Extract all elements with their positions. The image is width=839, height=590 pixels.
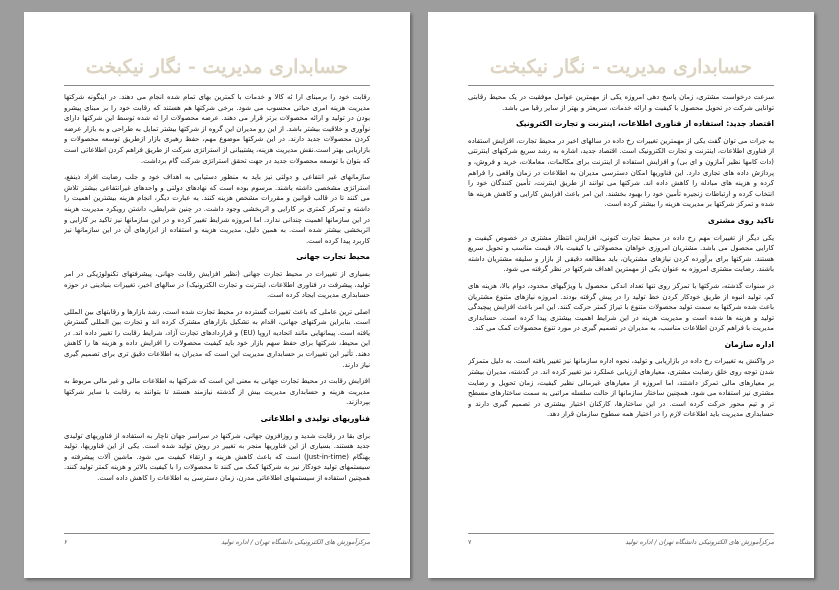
page-title: حسابداری مدیریت - نگار نیکبخت xyxy=(85,56,349,78)
section-heading: تاکید روی مشتری xyxy=(707,215,774,225)
body-paragraph: سازمانهای غیر انتفاعی و دولتی نیز باید به منظور دستیابی به اهداف خود و جلب رضایت افراد ذینفع، استراتژی مشخصی داشته باشند. مرسوم بوده است که نهادهای دولتی و واحدهای غیرانتفاعی بیشتر تلاش می کنند تا در قالب قوانین و مقررات مشخص هزینه کنند. به عبارت دیگر، انجام هزینه بیشترین اهمیت را داشته و تمرکز کمتری بر کارایی و اثربخشی وجود داشت. در چنین شرایطی، داشتن رویکرد مدیریت هزینه در این سازمانها اهمیت چندانی ندارد. اما امروزه شرایط تغییر کرده و در این سازمانها نیز تاکید بر کارایی و اثربخشی بیشتر شده است. به همین دلیل، مدیریت هزینه و استفاده از ابزارهای آن در این سازمانها نیز کاربرد پیدا کرده است. xyxy=(64,173,370,245)
section-heading: اقتصاد جدید: استفاده از فناوری اطلاعات، اینترنت و تجارت الکترونیک xyxy=(515,119,774,129)
body-paragraph: افزایش رقابت در محیط تجارت جهانی به معنی این است که شرکتها به اطلاعات مالی و غیر مالی مربوط به مدیریت هزینه و حسابداری مدیریت بیش از گذشته نیازمند هستند تا بتوانند به رقابت با سایر شرکتها بپردازند. xyxy=(64,377,370,407)
body-paragraph: در واکنش به تغییرات رخ داده در بازاریابی و تولید، نحوه اداره سازمانها نیز تغییر یافته است. به دلیل متمرکز شدن توجه روی خلق رضایت مشتری، معیارهای ارزیابی عملکرد نیز تغییر کرده اند. در گذشته، مدیران بیشتر بر معیارهای مالی تمرکز داشتند، اما امروزه از معیارهای غیرمالی نظیر کیفیت، زمان تحویل و رضایت مشتری نیز استفاده می شود. همچنین ساختار سازمانها از حالت سلسله مراتبی به سمت ساختارهای مسطح تر و تیم محور حرکت کرده است. در این ساختارها، کارکنان اختیار بیشتری در تصمیم گیری دارند و حسابداری مدیریت باید اطلاعات لازم را در اختیار همه سطوح سازمان قرار دهد. xyxy=(468,357,774,419)
body-paragraph: سرعت درخواست مشتری، زمان پاسخ دهی امروزه یکی از مهمترین عوامل موفقیت در یک محیط رقابتی توانایی شرکت در تحویل محصول با کیفیت و ارائه خدمات، سریعتر و بهتر از سایر رقبا می باشد. xyxy=(468,93,774,112)
page-footer xyxy=(64,538,370,546)
footer-text: مرکزآموزش های الکترونیکی دانشگاه تهران / اداره تولید xyxy=(625,538,774,546)
body-paragraph: بسیاری از تغییرات در محیط تجارت جهانی (نظیر افزایش رقابت جهانی، پیشرفتهای تکنولوژیکی در امر تولید، پیشرفت در فناوری اطلاعات، اینترنت و تجارت الکترونیک) در سالهای اخیر، تغییرات بنیادینی در حوزه حسابداری مدیریت ایجاد کرده است. xyxy=(64,269,370,300)
body-paragraph: اصلی ترین عاملی که باعث تغییرات گسترده در محیط تجارت شده است، رشد بازارها و رقابتهای بین المللی است. بنابراین شرکتهای جهانی، اقدام به تشکیل بازارهای مشترک کرده اند و تجارت بین المللی گسترش یافته است. پیمانهایی مانند اتحادیه اروپا (EU) و قراردادهای تجارت آزاد، شرایط رقابت را تغییر داده اند. در این محیط، شرکتها برای حفظ سهم بازار خود باید کیفیت محصولات را افزایش داده و هزینه ها را کاهش دهند. تأثیر این تغییرات بر حسابداری مدیریت این است که مدیران به اطلاعات دقیق تری برای تصمیم گیری نیاز دارند. xyxy=(64,307,370,369)
section-heading: محیط تجارت جهانی xyxy=(296,252,370,262)
section-heading: فناوریهای تولیدی و اطلاعاتی xyxy=(260,414,370,424)
page-title: حسابداری مدیریت - نگار نیکبخت xyxy=(489,56,753,78)
footer-divider xyxy=(64,533,370,534)
section-heading: اداره سازمان xyxy=(724,339,774,349)
page-footer xyxy=(468,538,774,546)
body-paragraph: به جرات می توان گفت یکی از مهمترین تغییرات رخ داده در سالهای اخیر در محیط تجارت، افزایش استفاده از فناوری اطلاعات، اینترنت و تجارت الکترونیک است. اقتصاد جدید، اشاره به رشد سریع شرکتهای اینترنتی (دات کامها نظیر آمازون و ای بی) و افزایش استفاده از اینترنت برای مکالمات، معاملات، خرید و فروش، و پردازش داده های تجاری دارد. این فناوریها امکان دسترسی مدیران به اطلاعات در زمان واقعی را فراهم کرده و هزینه های مبادله را کاهش داده اند. شرکتها می توانند از طریق اینترنت، تأمین کنندگان خود را انتخاب کرده و ارتباطات زنجیره تأمین خود را بهبود بخشند. این امر باعث افزایش کارایی و کاهش هزینه ها شده و تمرکز شرکتها بر مدیریت هزینه را بیشتر کرده است. xyxy=(468,136,774,209)
header-divider xyxy=(468,85,774,86)
page-body xyxy=(64,92,370,526)
left-page xyxy=(24,12,410,578)
footer-text: مرکزآموزش های الکترونیکی دانشگاه تهران / اداره تولید xyxy=(221,538,370,546)
body-paragraph: برای بقا در رقابت شدید و روزافزون جهانی، شرکتها در سراسر جهان ناچار به استفاده از فناوریهای تولیدی جدید هستند. بسیاری از این فناوریها منجر به تغییر در روش تولید شده است. یکی از این فناوریها، تولید بهنگام (Just-in-time) است که باعث کاهش هزینه و ارتقاء کیفیت می شود. ماشین آلات پیشرفته و سیستمهای تولید خودکار نیز به شرکتها کمک می کنند تا محصولات را با کیفیت بالاتر و هزینه کمتر تولید کنند. همچنین استفاده از سیستمهای اطلاعاتی مدرن، زمان دسترسی به اطلاعات را کاهش داده است. xyxy=(64,431,370,482)
body-paragraph: یکی دیگر از تغییرات مهم رخ داده در محیط تجارت کنونی، افزایش انتظار مشتری در خصوص کیفیت و کارایی محصول می باشد. مشتریان امروزی خواهان محصولاتی با کیفیت بالا، قیمت مناسب و تحویل سریع هستند. شرکتها برای برآورده کردن نیازهای مشتریان، باید مطالعه دقیقی از بازار و سلیقه مشتریان داشته باشند. رضایت مشتری امروزه به عنوان یکی از مهمترین اهداف شرکتها در نظر گرفته می شود. xyxy=(468,233,774,274)
right-page xyxy=(428,12,814,578)
body-paragraph: در سنوات گذشته، شرکتها با تمرکز روی تنها تعداد اندکی محصول با ویژگیهای محدود، دوام بالا، هزینه های کم، تولید انبوه از طریق خودکار کردن خط تولید را در پیش گرفته بودند. امروزه نیازهای متنوع مشتریان باعث شده شرکتها به سمت تولید محصولات متنوع با تیراژ کمتر حرکت کنند. این امر باعث افزایش پیچیدگی تولید و هزینه ها شده است و مدیریت هزینه در این شرایط اهمیت بیشتری پیدا کرده است. حسابداری مدیریت با فراهم کردن اطلاعات مناسب، به مدیران در تصمیم گیری در مورد تنوع محصولات کمک می کند. xyxy=(468,281,774,333)
page-body xyxy=(468,92,774,526)
body-paragraph: رقابت خود را برمبنای ارا ئه کالا و خدمات با کمترین بهای تمام شده انجام می دهند. در اینگونه شرکتها مدیریت هزینه امری حیاتی محسوب می شود. برخی شرکتها هم هستند که رقابت خود را بر مبنای پیشرو بودن در تولید و ارائه محصولات برتر قرار می دهند. عرضه محصولات ارا ئه شده توسط این شرکتها دارای نوآوری و خلاقیت بیشتر باشد. از این رو مدیران این گروه از شرکتها بیشتر تمایل به طراحی و به بازار عرضه کردن محصولات جدید دارند. در این شرکتها موضوع مهم، حفظ رهبری بازار ازطریق توسعه محصولات و بازاریابی بهتر است.نقش مدیریت هزینه، پشتیبانی از استراتژی شرکت از طریق فراهم کردن اطلاعاتی است که بتوان با توسعه محصولات جدید در جهت تحقق استراتژی شرکت گام برداشت. xyxy=(64,93,370,165)
page-number: ۷ xyxy=(468,538,472,546)
header-divider xyxy=(64,85,370,86)
page-number: ۶ xyxy=(64,538,68,546)
footer-divider xyxy=(468,533,774,534)
